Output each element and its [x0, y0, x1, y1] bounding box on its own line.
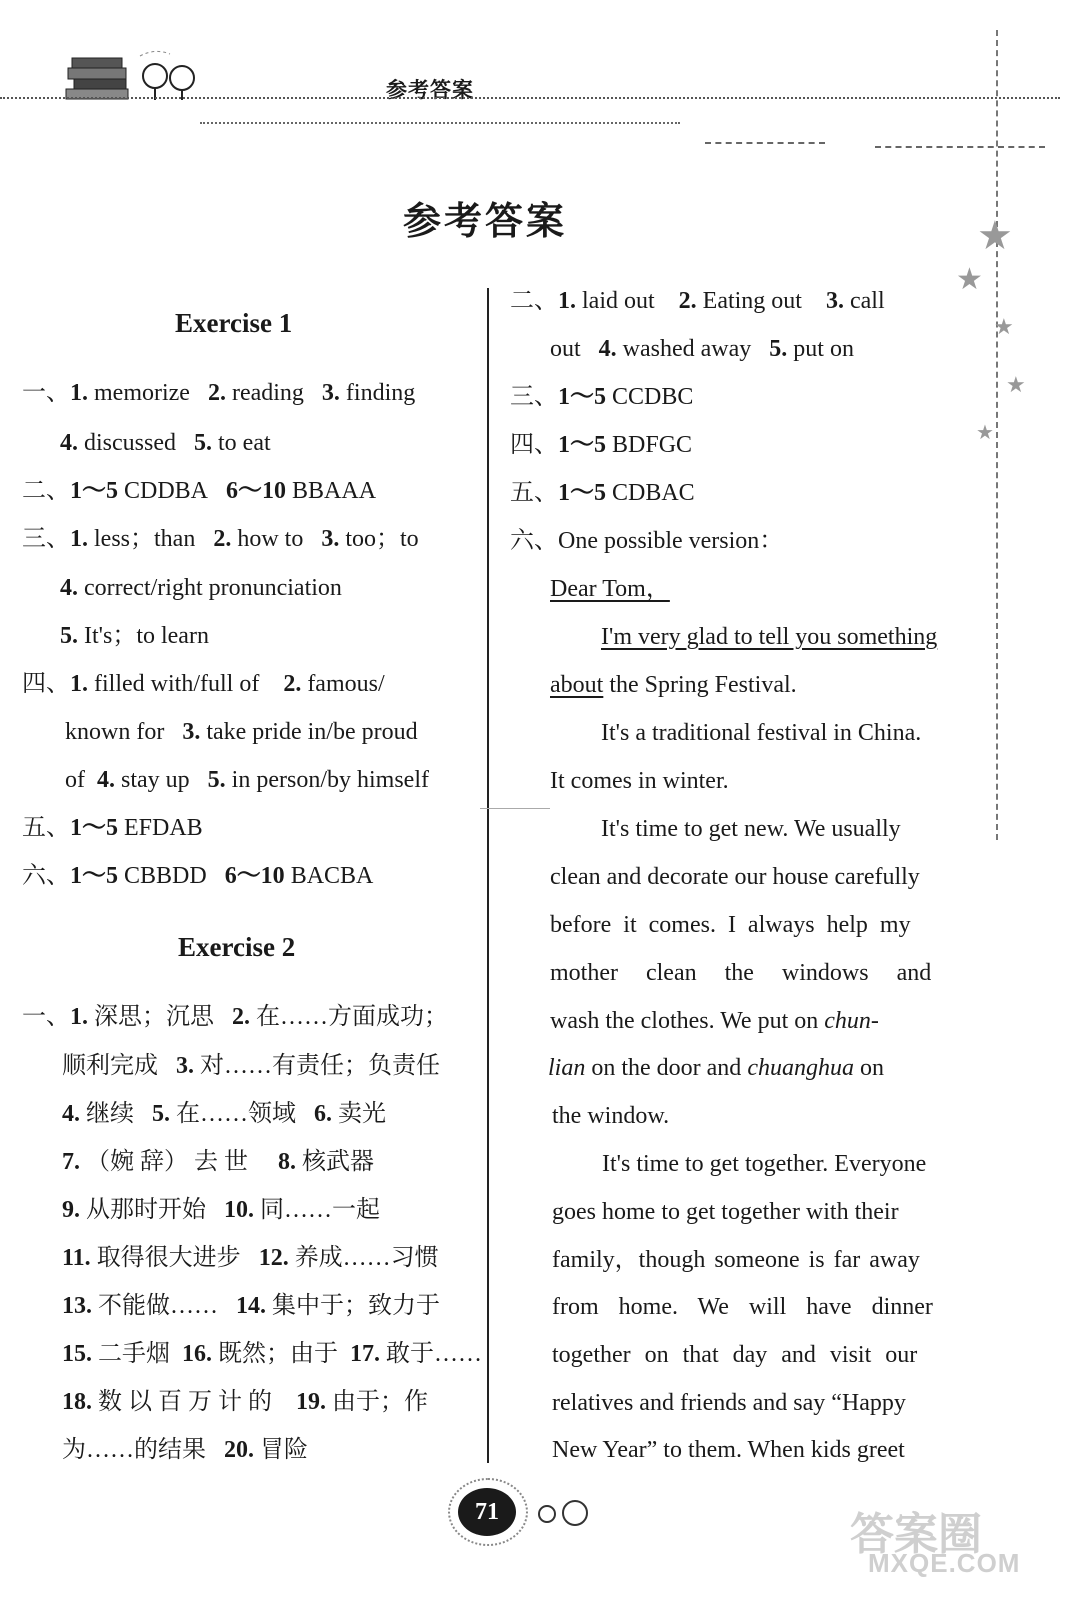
- ex2-section-1-line-5: 9. 从那时开始 10. 同……一起: [62, 1197, 380, 1223]
- letter-line-17: relatives and friends and say “Happy: [552, 1390, 906, 1416]
- ex2-section-1-line-7: 13. 不能做…… 14. 集中于；致力于: [62, 1293, 440, 1319]
- ex1-section-4-line-1: 四、1. filled with/full of 2. famous/: [22, 671, 385, 697]
- ex2-section-1-line-8: 15. 二手烟 16. 既然；由于 17. 敢于……: [62, 1341, 482, 1367]
- ex1-section-2: 二、1～5 CDDBA 6～10 BBAAA: [22, 478, 377, 504]
- ex2-section-1-line-10: 为……的结果 20. 冒险: [62, 1437, 308, 1463]
- letter-line-2: about the Spring Festival.: [550, 672, 797, 698]
- ex1-section-5: 五、1～5 EFDAB: [22, 815, 203, 841]
- divider-mark: [480, 808, 550, 809]
- star-icon: ★: [976, 422, 994, 444]
- ex1-section-3-line-2: 4. correct/right pronunciation: [60, 575, 342, 601]
- ex1-section-6: 六、1～5 CBBDD 6～10 BACBA: [22, 863, 374, 889]
- letter-line-4: It comes in winter.: [550, 768, 729, 794]
- star-icon: ★: [994, 314, 1014, 339]
- ex2-section-1-line-6: 11. 取得很大进步 12. 养成……习惯: [62, 1245, 439, 1271]
- letter-line-3: It's a traditional festival in China.: [601, 720, 922, 746]
- ex2-section-5: 五、1～5 CDBAC: [510, 480, 695, 506]
- ex2-section-6-intro: 六、One possible version：: [510, 528, 784, 554]
- ex2-section-1-line-4: 7. （婉 辞） 去 世 8. 核武器: [62, 1149, 374, 1175]
- ex1-section-1-line-2: 4. discussed 5. to eat: [60, 430, 271, 456]
- watermark-url: MXQE.COM: [868, 1548, 1021, 1578]
- letter-line-9: wash the clothes. We put on chun-: [550, 1008, 879, 1034]
- letter-line-14: family，though someone is far away: [552, 1247, 920, 1273]
- star-icon: ★: [977, 213, 1013, 258]
- star-icon: ★: [956, 263, 983, 296]
- ex2-section-1-line-9: 18. 数 以 百 万 计 的 19. 由于；作: [62, 1389, 428, 1415]
- letter-salutation: Dear Tom，: [550, 576, 670, 602]
- ex2-section-1-line-1: 一、1. 深思；沉思 2. 在……方面成功；: [22, 1004, 448, 1030]
- ex2-section-3: 三、1～5 CCDBC: [510, 384, 694, 410]
- right-dashed-border: [996, 30, 998, 840]
- header-title: 参考答案: [386, 78, 474, 102]
- ex1-section-4-line-3: of 4. stay up 5. in person/by himself: [65, 767, 429, 793]
- header-dashed-line-3: [705, 142, 825, 144]
- letter-line-8: mother clean the windows and: [550, 960, 932, 986]
- exercise-2-heading: Exercise 2: [178, 932, 296, 962]
- ex2-section-2-line-1: 二、1. laid out 2. Eating out 3. call: [510, 288, 885, 314]
- letter-line-13: goes home to get together with their: [552, 1199, 899, 1225]
- books-trees-decoration: [60, 48, 210, 104]
- ex1-section-1-line-1: 一、1. memorize 2. reading 3. finding: [22, 380, 416, 406]
- letter-line-16: together on that day and visit our: [552, 1342, 918, 1368]
- letter-line-5: It's time to get new. We usually: [601, 816, 901, 842]
- letter-line-7: before it comes. I always help my: [550, 912, 911, 938]
- letter-line-10: lian on the door and chuanghua on: [548, 1055, 884, 1081]
- page-number: 71: [458, 1488, 516, 1536]
- ex2-section-1-line-3: 4. 继续 5. 在……领域 6. 卖光: [62, 1101, 386, 1127]
- star-icon: ★: [1006, 372, 1026, 397]
- letter-line-6: clean and decorate our house carefully: [550, 864, 920, 890]
- decorative-circle-icon: [562, 1500, 588, 1526]
- header-dashed-line-4: [875, 146, 1045, 148]
- exercise-1-heading: Exercise 1: [175, 308, 293, 338]
- header-dotted-line-2: [200, 122, 680, 124]
- ex1-section-3-line-1: 三、1. less；than 2. how to 3. too；to: [22, 526, 419, 552]
- header-dotted-line: [0, 97, 1060, 99]
- letter-line-18: New Year” to them. When kids greet: [552, 1437, 905, 1463]
- ex1-section-4-line-2: known for 3. take pride in/be proud: [65, 719, 418, 745]
- ex1-section-3-line-3: 5. It's；to learn: [60, 623, 209, 649]
- ex2-section-1-line-2: 顺利完成 3. 对……有责任；负责任: [62, 1053, 440, 1079]
- decorative-circle-icon: [538, 1505, 556, 1523]
- letter-line-15: from home. We will have dinner: [552, 1294, 933, 1320]
- watermark-logo: 答案圈: [850, 1510, 982, 1559]
- page-title: 参考答案: [402, 201, 567, 243]
- letter-line-1: I'm very glad to tell you something: [601, 624, 938, 650]
- ex2-section-2-line-2: out 4. washed away 5. put on: [550, 336, 854, 362]
- letter-line-12: It's time to get together. Everyone: [602, 1151, 927, 1177]
- letter-line-11: the window.: [552, 1103, 670, 1129]
- column-divider: [487, 288, 489, 1463]
- ex2-section-4: 四、1～5 BDFGC: [510, 432, 693, 458]
